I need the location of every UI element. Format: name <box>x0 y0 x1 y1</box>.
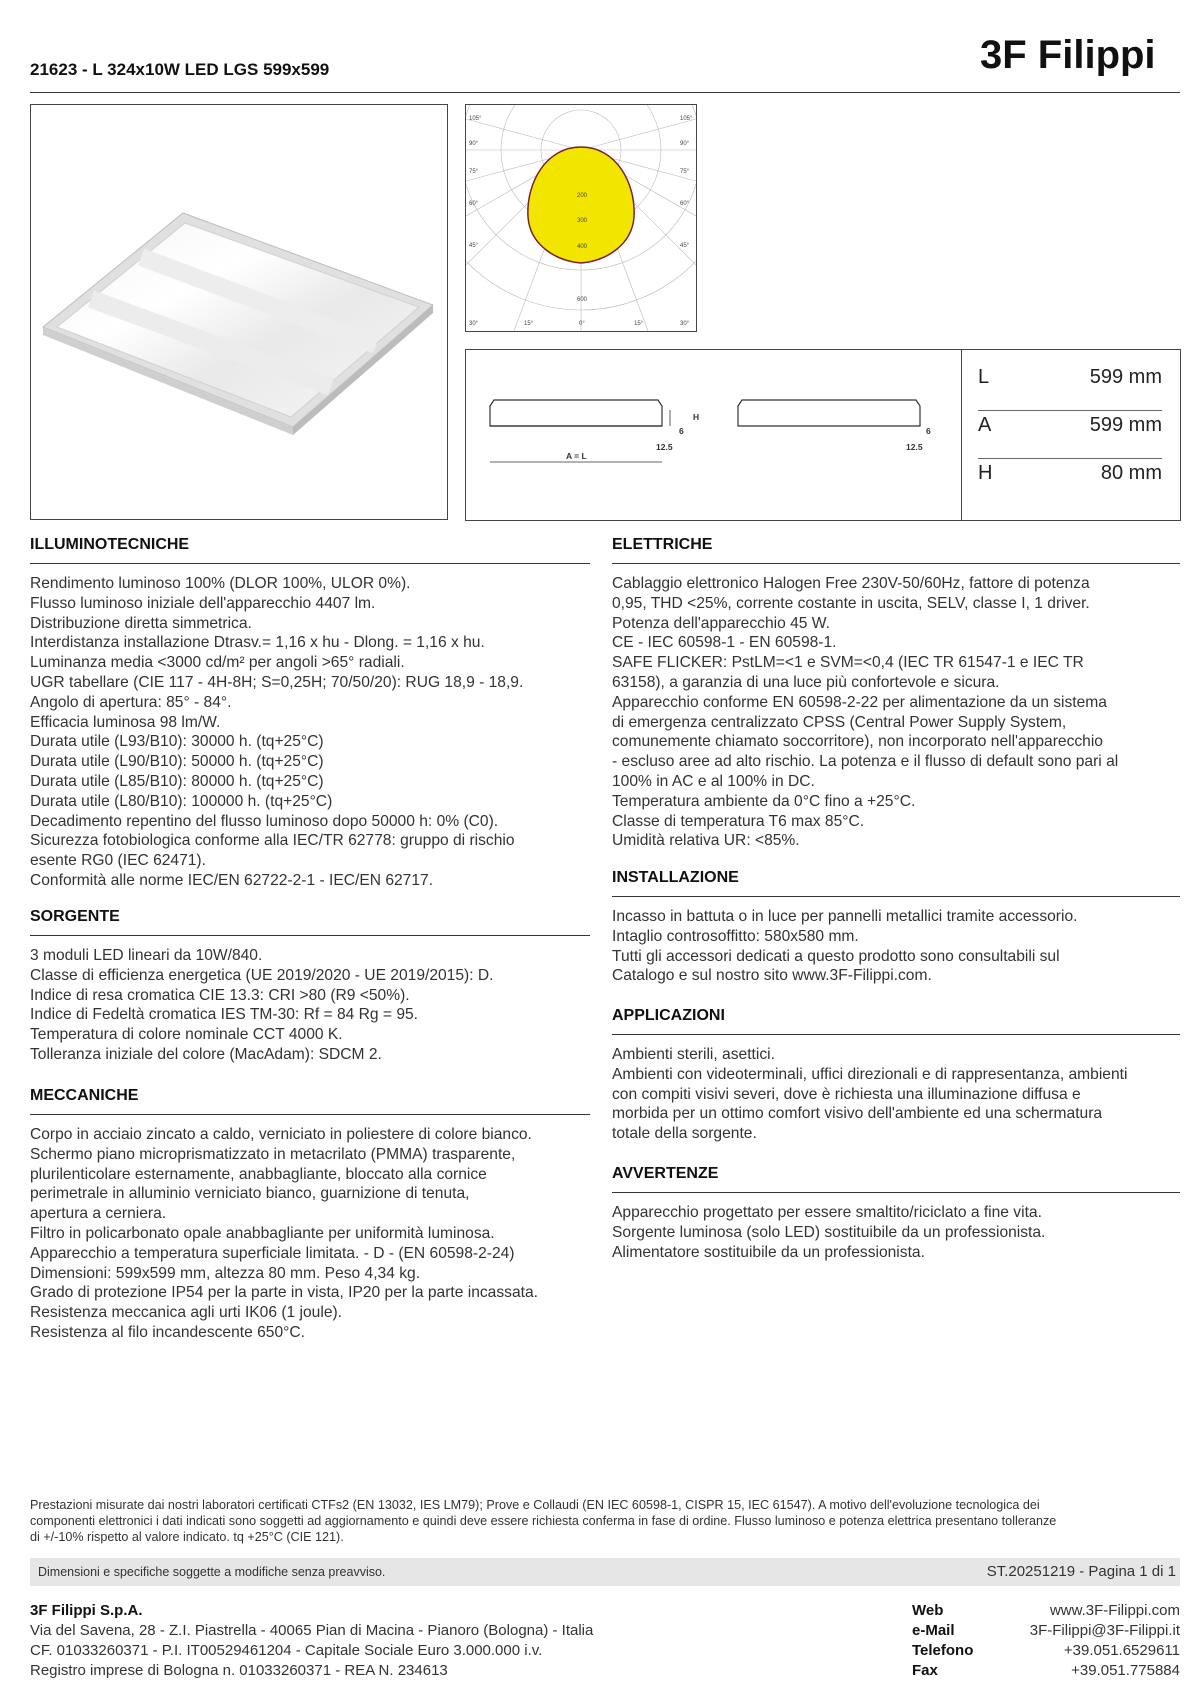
section-title-meccaniche: MECCANICHE <box>30 1087 139 1104</box>
dim-row-a: A 599 mm <box>978 414 1162 436</box>
contacts <box>912 1601 1180 1681</box>
width-label: A = L <box>566 451 587 461</box>
dim-row-l: L 599 mm <box>978 366 1162 388</box>
dimensions-table <box>962 350 1180 520</box>
svg-text:45°: 45° <box>680 243 690 249</box>
svg-text:60°: 60° <box>469 201 479 207</box>
technical-drawing-box <box>465 349 1181 521</box>
svg-text:200: 200 <box>577 193 588 199</box>
svg-text:400: 400 <box>577 244 588 250</box>
h-label: H <box>693 412 700 422</box>
disclaimer-bar <box>30 1558 1180 1586</box>
disclaimer-text: Dimensioni e specifiche soggette a modifiche senza preavviso. <box>38 1565 386 1579</box>
section-title-sorgente: SORGENTE <box>30 908 120 925</box>
svg-text:60°: 60° <box>680 201 690 207</box>
svg-text:30°: 30° <box>680 321 690 327</box>
contact-web: Web www.3F-Filippi.com <box>912 1602 1180 1619</box>
company-name: 3F Filippi S.p.A. <box>30 1602 143 1619</box>
section-title-illuminotecniche: ILLUMINOTECNICHE <box>30 536 190 553</box>
svg-text:30°: 30° <box>469 321 479 327</box>
svg-text:105°: 105° <box>680 116 693 122</box>
section-title-applicazioni: APPLICAZIONI <box>612 1007 725 1024</box>
polar-chart <box>466 105 696 331</box>
email-link[interactable]: 3F-Filippi@3F-Filippi.it <box>1029 1622 1180 1639</box>
panel-illustration <box>31 105 447 519</box>
contact-fax: Fax +39.051.775884 <box>912 1662 1180 1679</box>
dim-label-b: 12.5 <box>906 442 923 452</box>
footer-note: Prestazioni misurate dai nostri laboratori certificati CTFs2 (EN 13032, IES LM79); Prove e Collaudi (EN IEC 60598-1, CISPR 15, IEC 61547). A motivo dell'evoluzione tecnologica dei componenti elettronici i dati indicati sono soggetti ad aggiornamento e quindi deve essere richiesta conferma in fase di ordine. Flusso luminoso e potenza elettrica presentano tolleranze di +/-10% rispetto al valore indicato. tq +25°C (CIE 121). <box>30 1498 1057 1544</box>
product-title: 21623 - L 324x10W LED LGS 599x599 <box>30 60 330 79</box>
dim-row-h: H 80 mm <box>978 462 1162 484</box>
header-rule <box>30 92 1180 93</box>
section-body-applicazioni: Ambienti sterili, asettici. Ambienti con videoterminali, uffici direzionali e di rappresentanza, ambienti con compiti visivi severi, dove è richiesta una illuminazione diffusa e morbida per un ottimo comfort visivo dell'ambiente ed una schermatura totale della sorgente. <box>612 1046 1128 1143</box>
company-info: 3F Filippi S.p.A. Via del Savena, 28 - Z.I. Piastrella - 40065 Pian di Macina - Pianoro (Bologna) - Italia CF. 01033260371 - P.I. IT00529461204 - Capitale Sociale Euro 3.000.000 i.v. Registro imprese di Bologna n. 01033260371 - REA N. 234613 <box>30 1602 594 1679</box>
section-title-elettriche: ELETTRICHE <box>612 536 713 553</box>
svg-text:75°: 75° <box>680 169 690 175</box>
section-title-installazione: INSTALLAZIONE <box>612 869 739 886</box>
svg-text:90°: 90° <box>680 141 690 147</box>
section-body-meccaniche: Corpo in acciaio zincato a caldo, verniciato in poliestere di colore bianco. Schermo piano microprismatizzato in metacrilato (PMMA) trasparente, plurilenticolare esternamente, anabbagliante, bloccato alla cornice perimetrale in alluminio verniciato bianco, guarnizione di tenuta, apertura a cerniera. Filtro in policarbonato opale anabbagliante per uniformità luminosa. Apparecchio a temperatura superficiale limitata. - D - (EN 60598-2-24) Dimensioni: 599x599 mm, altezza 80 mm. Peso 4,34 kg. Grado di protezione IP54 per la parte in vista, IP20 per la parte incassata. Resistenza meccanica agli urti IK06 (1 joule). Resistenza al filo incandescente 650°C. <box>30 1126 538 1341</box>
doc-code: ST.20251219 - Pagina 1 di 1 <box>986 1563 1176 1580</box>
svg-text:105°: 105° <box>469 116 482 122</box>
side-view-drawing <box>466 350 956 520</box>
contact-phone: Telefono +39.051.6529611 <box>912 1642 1180 1659</box>
contact-email: e-Mail 3F-Filippi@3F-Filippi.it <box>912 1622 1180 1639</box>
six-label-a: 6 <box>679 426 684 436</box>
six-label-b: 6 <box>926 426 931 436</box>
svg-text:90°: 90° <box>469 141 479 147</box>
section-body-illuminotecniche: Rendimento luminoso 100% (DLOR 100%, ULOR 0%). Flusso luminoso iniziale dell'apparecchio 4407 lm. Distribuzione diretta simmetrica. Interdistanza installazione Dtrasv.= 1,16 x hu - Dlong. = 1,16 x hu. Luminanza media <3000 cd/m² per angoli >65° radiali. UGR tabellare (CIE 117 - 4H-8H; S=0,25H; 70/50/20): RUG 18,9 - 18,9. Angolo di apertura: 85° - 84°. Efficacia luminosa 98 lm/W. Durata utile (L93/B10): 30000 h. (tq+25°C) Durata utile (L90/B10): 50000 h. (tq+25°C) Durata utile (L85/B10): 80000 h. (tq+25°C) Durata utile (L80/B10): 100000 h. (tq+25°C) Decadimento repentino del flusso luminoso dopo 50000 h: 0% (C0). Sicurezza fotobiologica conforme alla IEC/TR 62778: gruppo di rischio esente RG0 (IEC 62471). Conformità alle norme IEC/EN 62722-2-1 - IEC/EN 62717. <box>30 575 524 889</box>
brand-logo-text: 3F Filippi <box>980 33 1156 76</box>
polar-diagram <box>465 104 697 332</box>
svg-text:75°: 75° <box>469 169 479 175</box>
brand-logo <box>980 28 1180 76</box>
svg-text:0°: 0° <box>579 321 585 327</box>
svg-text:45°: 45° <box>469 243 479 249</box>
svg-text:15°: 15° <box>634 321 644 327</box>
dim-label-a: 12.5 <box>656 442 673 452</box>
web-link[interactable]: www.3F-Filippi.com <box>1049 1602 1180 1619</box>
section-body-elettriche: Cablaggio elettronico Halogen Free 230V-50/60Hz, fattore di potenza 0,95, THD <25%, corrente costante in uscita, SELV, classe I, 1 driver. Potenza dell'apparecchio 45 W. CE - IEC 60598-1 - EN 60598-1. SAFE FLICKER: PstLM=<1 e SVM=<0,4 (IEC TR 61547-1 e IEC TR 63158), a garanzia di una luce più confortevole e sicura. Apparecchio conforme EN 60598-2-22 per alimentazione da un sistema di emergenza centralizzato CPSS (Central Power Supply System, comunemente chiamato soccorritore), non incorporato nell'apparecchio - escluso aree ad alto rischio. La potenza e il flusso di default sono pari al 100% in AC e al 100% in DC. Temperatura ambiente da 0°C fino a +25°C. Classe di temperatura T6 max 85°C. Umidità relativa UR: <85%. <box>612 575 1119 850</box>
section-body-sorgente: 3 moduli LED lineari da 10W/840. Classe di efficienza energetica (UE 2019/2020 - UE 2019/2015): D. Indice di resa cromatica CIE 13.3: CRI >80 (R9 <50%). Indice di Fedeltà cromatica IES TM-30: Rf = 84 Rg = 95. Temperatura di colore nominale CCT 4000 K. Tolleranza iniziale del colore (MacAdam): SDCM 2. <box>30 947 494 1063</box>
svg-text:300: 300 <box>577 218 588 224</box>
section-body-avvertenze: Apparecchio progettato per essere smaltito/riciclato a fine vita. Sorgente luminosa (solo LED) sostituibile da un professionista. Alimentatore sostituibile da un professionista. <box>612 1204 1046 1261</box>
svg-text:600: 600 <box>577 297 588 303</box>
product-image <box>30 104 448 520</box>
svg-text:15°: 15° <box>524 321 534 327</box>
section-title-avvertenze: AVVERTENZE <box>612 1165 719 1182</box>
section-body-installazione: Incasso in battuta o in luce per pannelli metallici tramite accessorio. Intaglio controsoffitto: 580x580 mm. Tutti gli accessori dedicati a questo prodotto sono consultabili sul Catalogo e sul nostro sito www.3F-Filippi.com. <box>612 908 1078 985</box>
